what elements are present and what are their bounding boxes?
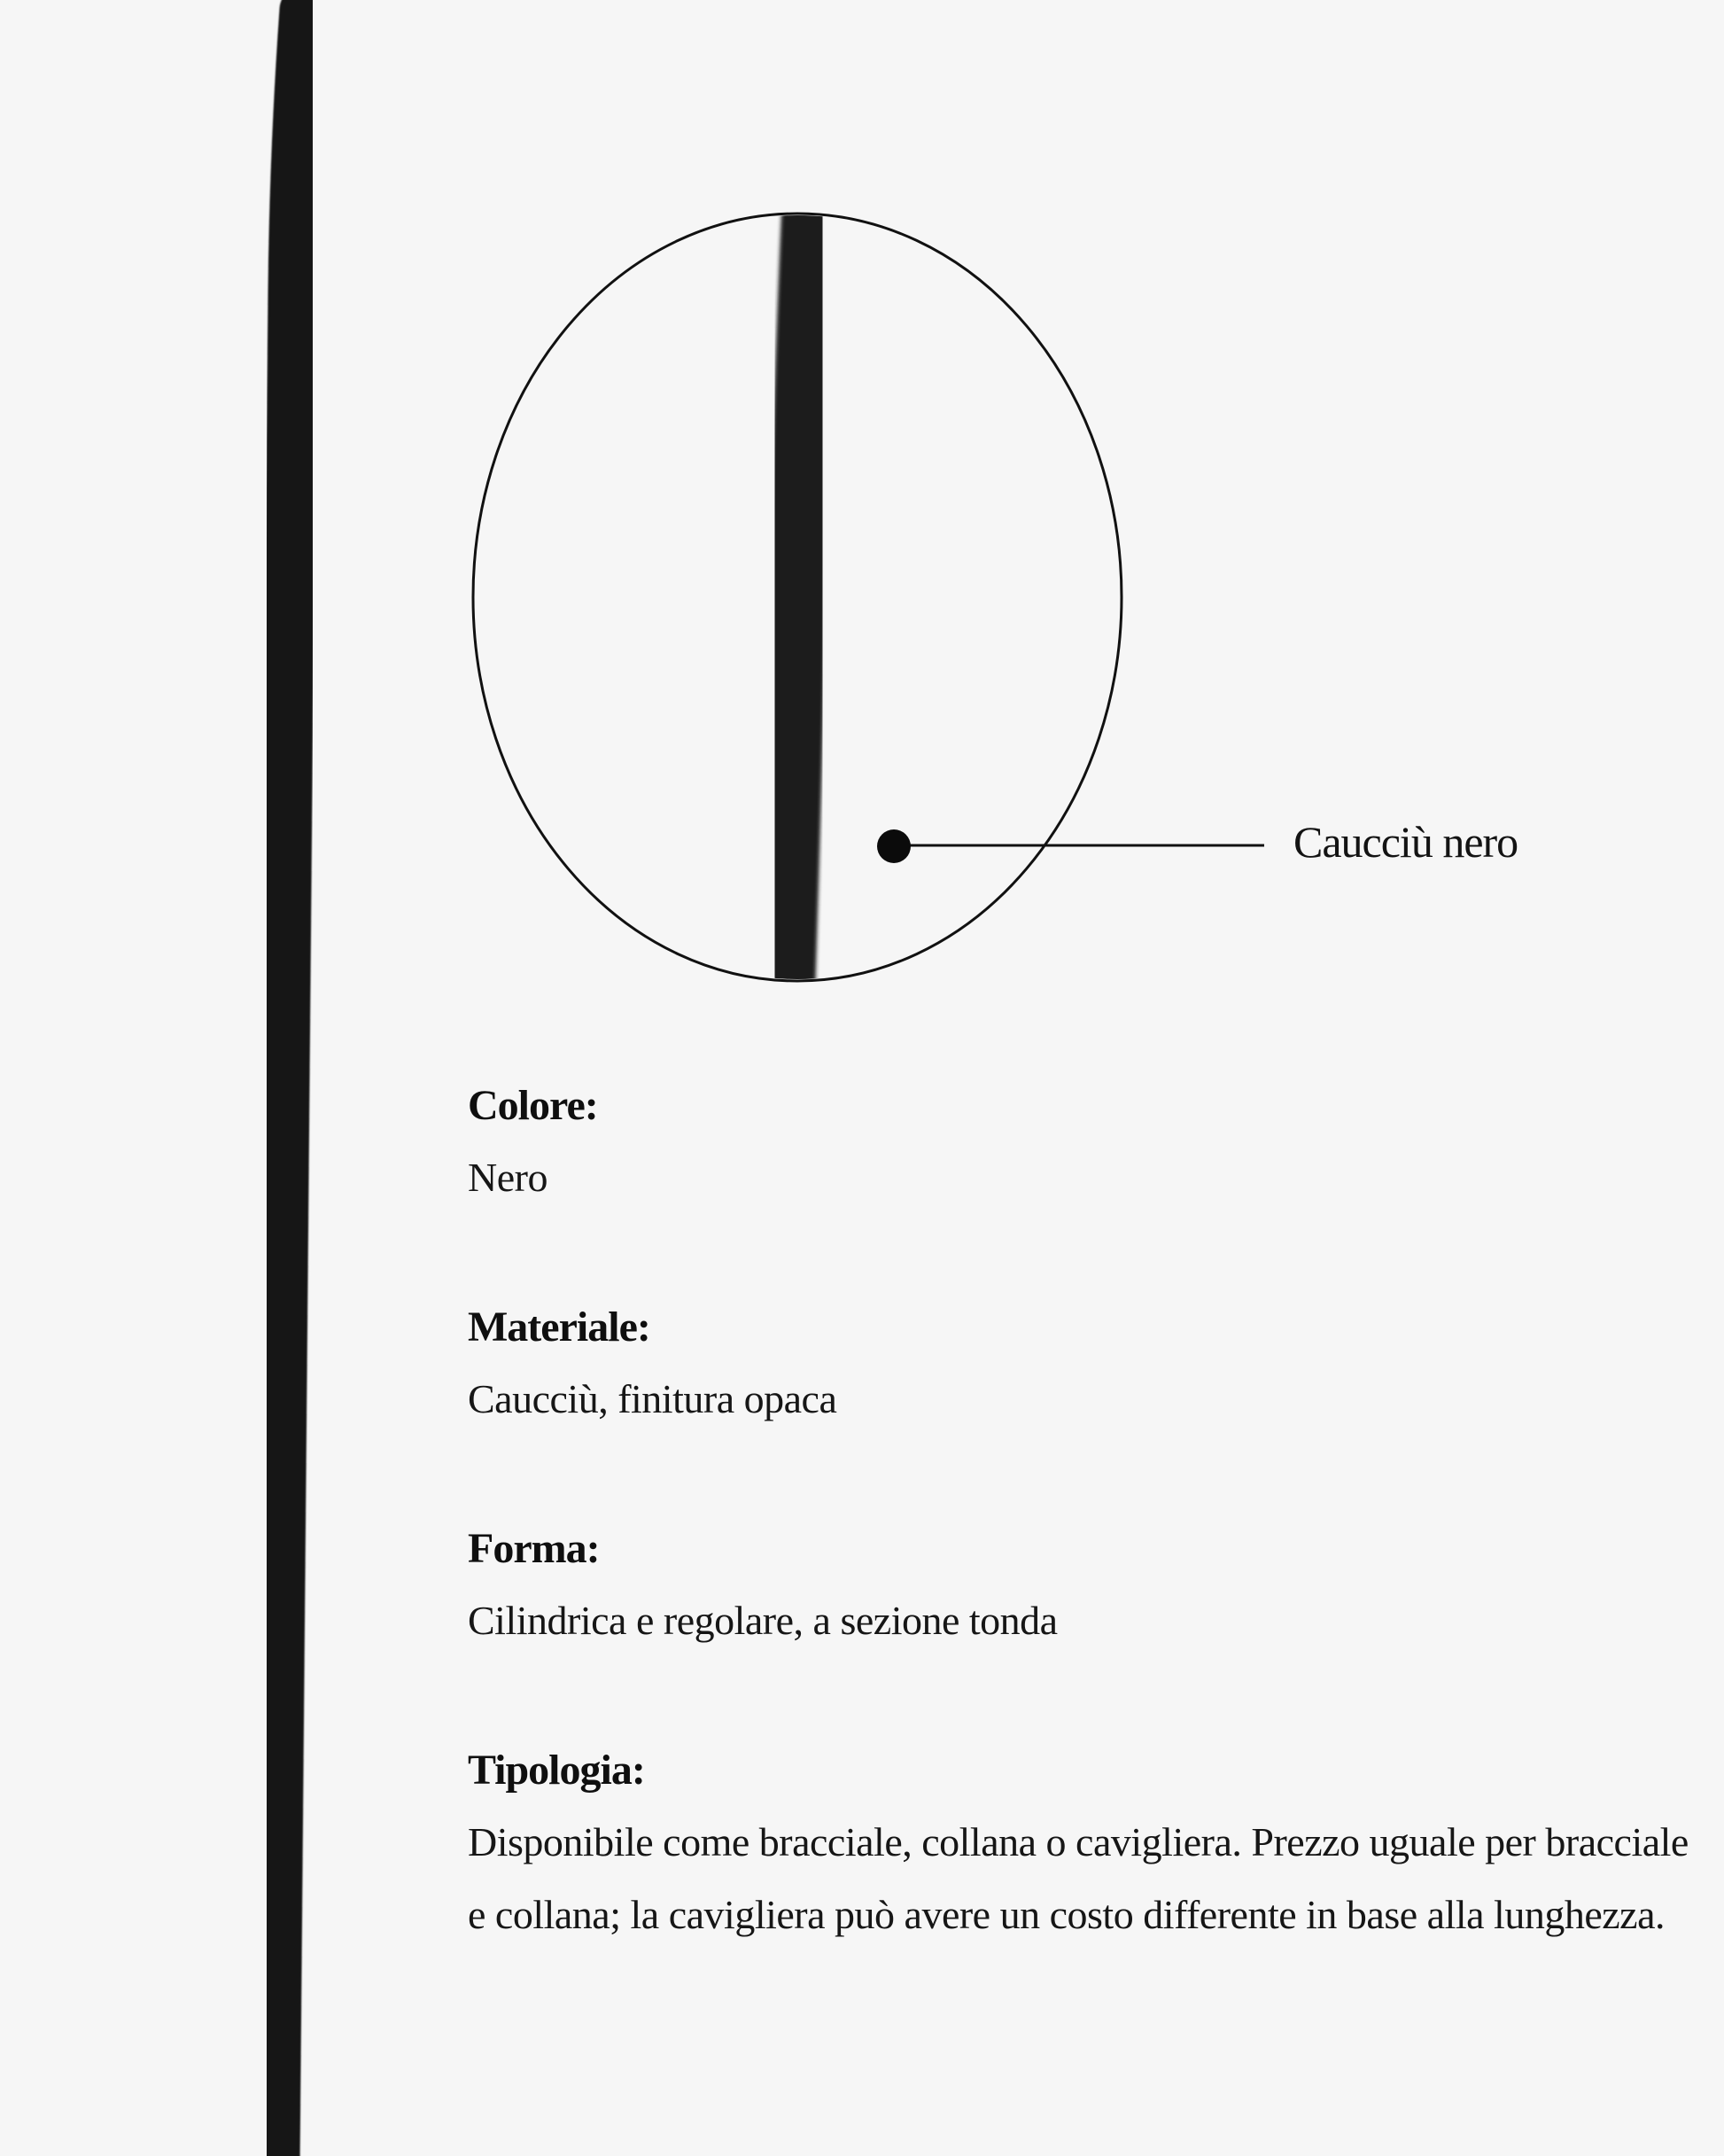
spec-section-colore <box>468 1070 1708 1214</box>
spec-heading: Materiale: <box>468 1304 650 1350</box>
spec-section-forma <box>468 1514 1708 1657</box>
magnified-cord <box>787 195 811 997</box>
spec-value: Disponibile come bracciale, collana o cavigliera. Prezzo uguale per bracciale e collana; la cavigliera può avere un costo differente in base alla lunghezza. <box>468 1819 1689 1937</box>
callout-dot <box>877 829 911 863</box>
spec-heading: Colore: <box>468 1082 598 1129</box>
spec-value: Cilindrica e regolare, a sezione tonda <box>468 1598 1058 1643</box>
spec-value: Nero <box>468 1155 547 1200</box>
specs-list <box>468 1070 1708 2029</box>
spec-value: Caucciù, finitura opaca <box>468 1376 837 1421</box>
spec-section-tipologia <box>468 1735 1708 1951</box>
spec-section-materiale <box>468 1292 1708 1436</box>
rubber-cord-photo <box>276 10 304 2156</box>
callout-label: Caucciù nero <box>1293 817 1518 867</box>
spec-heading: Tipologia: <box>468 1747 645 1794</box>
spec-heading: Forma: <box>468 1525 600 1572</box>
